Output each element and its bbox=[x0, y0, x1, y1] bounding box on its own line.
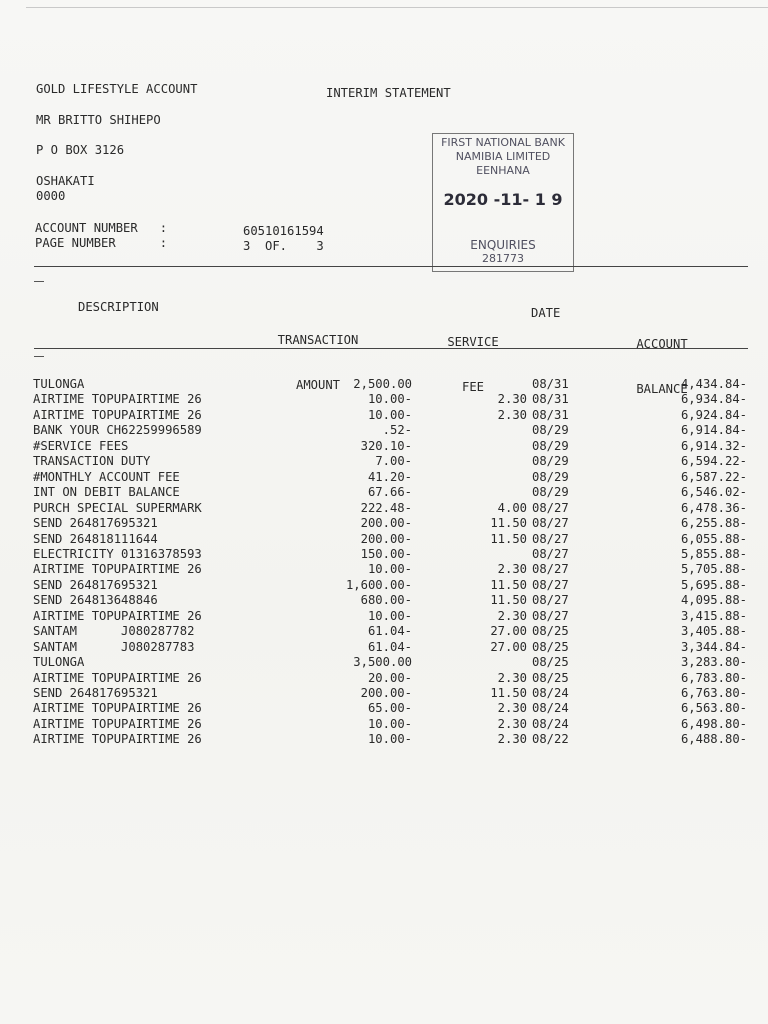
cell-date: 08/27 bbox=[532, 516, 569, 531]
statement-type: INTERIM STATEMENT bbox=[326, 86, 451, 100]
cell-service-fee: 11.50 bbox=[490, 686, 527, 700]
cell-transaction-amount: 200.00- bbox=[360, 531, 412, 546]
cell-date: 08/27 bbox=[532, 531, 569, 546]
stamp-enquiries-label: ENQUIRIES bbox=[470, 238, 536, 252]
cell-description: ELECTRICITY 01316378593 bbox=[33, 546, 202, 561]
cell-date: 08/29 bbox=[532, 438, 569, 453]
table-row bbox=[0, 655, 768, 670]
cell-account-balance: 6,563.80- bbox=[680, 701, 747, 716]
cell-account-balance: 6,914.32- bbox=[680, 438, 747, 453]
account-type: GOLD LIFESTYLE ACCOUNT bbox=[36, 82, 198, 96]
cell-date: 08/25 bbox=[532, 624, 569, 639]
cell-transaction-amount: 67.66- bbox=[367, 485, 412, 500]
cell-service-fee: 11.50 bbox=[490, 577, 527, 592]
cell-account-balance: 6,498.80- bbox=[680, 716, 747, 731]
cell-transaction-amount: 41.20- bbox=[367, 469, 412, 484]
table-row bbox=[0, 547, 768, 562]
address-line-2: OSHAKATI bbox=[36, 174, 95, 188]
cell-transaction-amount: 65.00- bbox=[367, 701, 412, 716]
header-amount-line-2: AMOUNT bbox=[295, 378, 341, 392]
cell-description: SEND 264813648846 bbox=[33, 593, 158, 608]
table-row bbox=[0, 423, 768, 438]
header-balance-line-2: BALANCE bbox=[636, 382, 688, 396]
cell-date: 08/29 bbox=[532, 423, 569, 438]
table-row bbox=[0, 516, 768, 531]
cell-transaction-amount: 680.00- bbox=[360, 593, 412, 608]
page-number-label: PAGE NUMBER : bbox=[35, 236, 168, 250]
cell-description: AIRTIME TOPUPAIRTIME 26 bbox=[33, 701, 202, 716]
cell-account-balance: 3,344.84- bbox=[680, 639, 747, 654]
cell-description: AIRTIME TOPUPAIRTIME 26 bbox=[33, 670, 202, 685]
table-row bbox=[0, 392, 768, 407]
cell-transaction-amount: 2,500.00 bbox=[353, 377, 412, 391]
cell-account-balance: 5,705.88- bbox=[680, 562, 747, 577]
cell-date: 08/24 bbox=[532, 716, 569, 731]
cell-account-balance: 6,934.84- bbox=[680, 392, 747, 407]
table-row bbox=[0, 578, 768, 593]
cell-date: 08/31 bbox=[532, 407, 569, 422]
table-row bbox=[0, 732, 768, 747]
stamp-branch: EENHANA bbox=[476, 164, 530, 177]
cell-transaction-amount: 222.48- bbox=[360, 500, 412, 515]
account-number: 60510161594 bbox=[243, 224, 324, 238]
cell-account-balance: 3,283.80- bbox=[680, 655, 747, 670]
cell-description: #SERVICE FEES bbox=[33, 438, 129, 453]
cell-account-balance: 6,594.22- bbox=[680, 454, 747, 469]
table-row bbox=[0, 593, 768, 608]
table-row bbox=[0, 624, 768, 639]
cell-date: 08/25 bbox=[532, 670, 569, 685]
header-fee-line-1: SERVICE bbox=[447, 335, 499, 349]
cell-description: SEND 264818111644 bbox=[33, 531, 158, 546]
table-row bbox=[0, 701, 768, 716]
account-number-label: ACCOUNT NUMBER : bbox=[35, 221, 168, 235]
cell-account-balance: 6,924.84- bbox=[680, 407, 747, 422]
stamp-bank-line-1: FIRST NATIONAL BANK bbox=[441, 136, 565, 149]
cell-service-fee: 2.30 bbox=[497, 732, 527, 747]
cell-description: AIRTIME TOPUPAIRTIME 26 bbox=[33, 562, 202, 577]
address-line-1: P O BOX 3126 bbox=[36, 143, 125, 157]
cell-transaction-amount: 10.00- bbox=[367, 392, 412, 407]
header-date: DATE bbox=[531, 306, 561, 320]
cell-transaction-amount: 10.00- bbox=[367, 608, 412, 623]
cell-transaction-amount: .52- bbox=[382, 423, 412, 438]
dash-marker-2 bbox=[34, 356, 44, 357]
stamp-date: 2020 -11- 1 9 bbox=[443, 190, 563, 209]
cell-description: TRANSACTION DUTY bbox=[33, 454, 151, 469]
dash-marker bbox=[34, 281, 44, 282]
table-row bbox=[0, 454, 768, 469]
cell-service-fee: 2.30 bbox=[497, 562, 527, 577]
cell-date: 08/27 bbox=[532, 608, 569, 623]
cell-description: SANTAM J080287783 bbox=[33, 639, 195, 654]
cell-account-balance: 5,855.88- bbox=[680, 546, 747, 561]
cell-service-fee: 2.30 bbox=[497, 716, 527, 731]
cell-account-balance: 6,914.84- bbox=[680, 423, 747, 438]
cell-description: SEND 264817695321 bbox=[33, 686, 158, 700]
cell-date: 08/27 bbox=[532, 577, 569, 592]
cell-date: 08/31 bbox=[532, 377, 569, 391]
page-number: 3 OF. 3 bbox=[243, 239, 324, 253]
cell-description: PURCH SPECIAL SUPERMARK bbox=[33, 500, 202, 515]
cell-date: 08/29 bbox=[532, 469, 569, 484]
cell-service-fee: 2.30 bbox=[497, 407, 527, 422]
cell-transaction-amount: 7.00- bbox=[375, 454, 412, 469]
cell-date: 08/24 bbox=[532, 686, 569, 700]
cell-service-fee: 2.30 bbox=[497, 701, 527, 716]
cell-transaction-amount: 320.10- bbox=[360, 438, 412, 453]
table-row bbox=[0, 408, 768, 423]
cell-account-balance: 5,695.88- bbox=[680, 577, 747, 592]
header-amount-line-1: TRANSACTION bbox=[277, 333, 359, 347]
cell-description: AIRTIME TOPUPAIRTIME 26 bbox=[33, 407, 202, 422]
cell-transaction-amount: 200.00- bbox=[360, 516, 412, 531]
table-row bbox=[0, 377, 768, 392]
cell-description: SEND 264817695321 bbox=[33, 516, 158, 531]
cell-service-fee: 2.30 bbox=[497, 608, 527, 623]
header-balance-line-1: ACCOUNT bbox=[636, 337, 688, 351]
table-row bbox=[0, 686, 768, 701]
cell-service-fee: 11.50 bbox=[490, 516, 527, 531]
cell-account-balance: 3,405.88- bbox=[680, 624, 747, 639]
table-row bbox=[0, 470, 768, 485]
cell-transaction-amount: 1,600.00- bbox=[345, 577, 412, 592]
cell-account-balance: 4,434.84- bbox=[680, 377, 747, 391]
cell-transaction-amount: 10.00- bbox=[367, 562, 412, 577]
cell-description: AIRTIME TOPUPAIRTIME 26 bbox=[33, 392, 202, 407]
table-row bbox=[0, 640, 768, 655]
cell-service-fee: 11.50 bbox=[490, 531, 527, 546]
table-row bbox=[0, 717, 768, 732]
cell-service-fee: 27.00 bbox=[490, 624, 527, 639]
table-row bbox=[0, 439, 768, 454]
cell-account-balance: 6,587.22- bbox=[680, 469, 747, 484]
cell-date: 08/27 bbox=[532, 562, 569, 577]
cell-date: 08/24 bbox=[532, 701, 569, 716]
cell-description: TULONGA bbox=[33, 377, 85, 391]
cell-description: SANTAM J080287782 bbox=[33, 624, 195, 639]
cell-account-balance: 6,478.36- bbox=[680, 500, 747, 515]
table-row bbox=[0, 532, 768, 547]
cell-date: 08/25 bbox=[532, 655, 569, 670]
cell-description: INT ON DEBIT BALANCE bbox=[33, 485, 180, 500]
cell-account-balance: 6,763.80- bbox=[680, 686, 747, 700]
paper-edge-line bbox=[26, 7, 768, 8]
table-row bbox=[0, 671, 768, 686]
header-top-rule bbox=[34, 266, 748, 267]
cell-transaction-amount: 10.00- bbox=[367, 732, 412, 747]
header-fee-line-2: FEE bbox=[461, 380, 484, 394]
cell-description: AIRTIME TOPUPAIRTIME 26 bbox=[33, 608, 202, 623]
cell-transaction-amount: 20.00- bbox=[367, 670, 412, 685]
cell-account-balance: 6,783.80- bbox=[680, 670, 747, 685]
cell-date: 08/27 bbox=[532, 546, 569, 561]
cell-account-balance: 3,415.88- bbox=[680, 608, 747, 623]
cell-description: TULONGA bbox=[33, 655, 85, 670]
cell-description: BANK YOUR CH62259996589 bbox=[33, 423, 202, 438]
header-bottom-rule bbox=[34, 348, 748, 349]
cell-date: 08/25 bbox=[532, 639, 569, 654]
cell-date: 08/29 bbox=[532, 454, 569, 469]
cell-account-balance: 6,546.02- bbox=[680, 485, 747, 500]
cell-service-fee: 2.30 bbox=[497, 392, 527, 407]
cell-transaction-amount: 3,500.00 bbox=[353, 655, 412, 670]
cell-description: SEND 264817695321 bbox=[33, 577, 158, 592]
cell-description: AIRTIME TOPUPAIRTIME 26 bbox=[33, 716, 202, 731]
cell-service-fee: 4.00 bbox=[497, 500, 527, 515]
account-holder: MR BRITTO SHIHEPO bbox=[36, 113, 161, 127]
cell-service-fee: 27.00 bbox=[490, 639, 527, 654]
cell-transaction-amount: 10.00- bbox=[367, 407, 412, 422]
cell-transaction-amount: 61.04- bbox=[367, 624, 412, 639]
cell-service-fee: 11.50 bbox=[490, 593, 527, 608]
cell-date: 08/22 bbox=[532, 732, 569, 747]
cell-description: #MONTHLY ACCOUNT FEE bbox=[33, 469, 180, 484]
cell-account-balance: 6,055.88- bbox=[680, 531, 747, 546]
cell-transaction-amount: 150.00- bbox=[360, 546, 412, 561]
cell-date: 08/29 bbox=[532, 485, 569, 500]
cell-date: 08/27 bbox=[532, 500, 569, 515]
cell-account-balance: 6,488.80- bbox=[680, 732, 747, 747]
stamp-bank-line-2: NAMIBIA LIMITED bbox=[455, 150, 551, 163]
table-row bbox=[0, 485, 768, 500]
cell-transaction-amount: 200.00- bbox=[360, 686, 412, 700]
cell-transaction-amount: 10.00- bbox=[367, 716, 412, 731]
table-row bbox=[0, 562, 768, 577]
stamp-enquiries-code: 281773 bbox=[482, 252, 524, 265]
cell-account-balance: 6,255.88- bbox=[680, 516, 747, 531]
cell-description: AIRTIME TOPUPAIRTIME 26 bbox=[33, 732, 202, 747]
cell-account-balance: 4,095.88- bbox=[680, 593, 747, 608]
table-row bbox=[0, 501, 768, 516]
address-line-3: 0000 bbox=[36, 189, 66, 203]
bank-stamp bbox=[432, 133, 574, 272]
header-description: DESCRIPTION bbox=[78, 300, 159, 314]
stamp-enquiries bbox=[433, 238, 573, 266]
cell-date: 08/31 bbox=[532, 392, 569, 407]
cell-date: 08/27 bbox=[532, 593, 569, 608]
stamp-bank-text bbox=[433, 136, 573, 178]
table-row bbox=[0, 609, 768, 624]
cell-service-fee: 2.30 bbox=[497, 670, 527, 685]
cell-transaction-amount: 61.04- bbox=[367, 639, 412, 654]
